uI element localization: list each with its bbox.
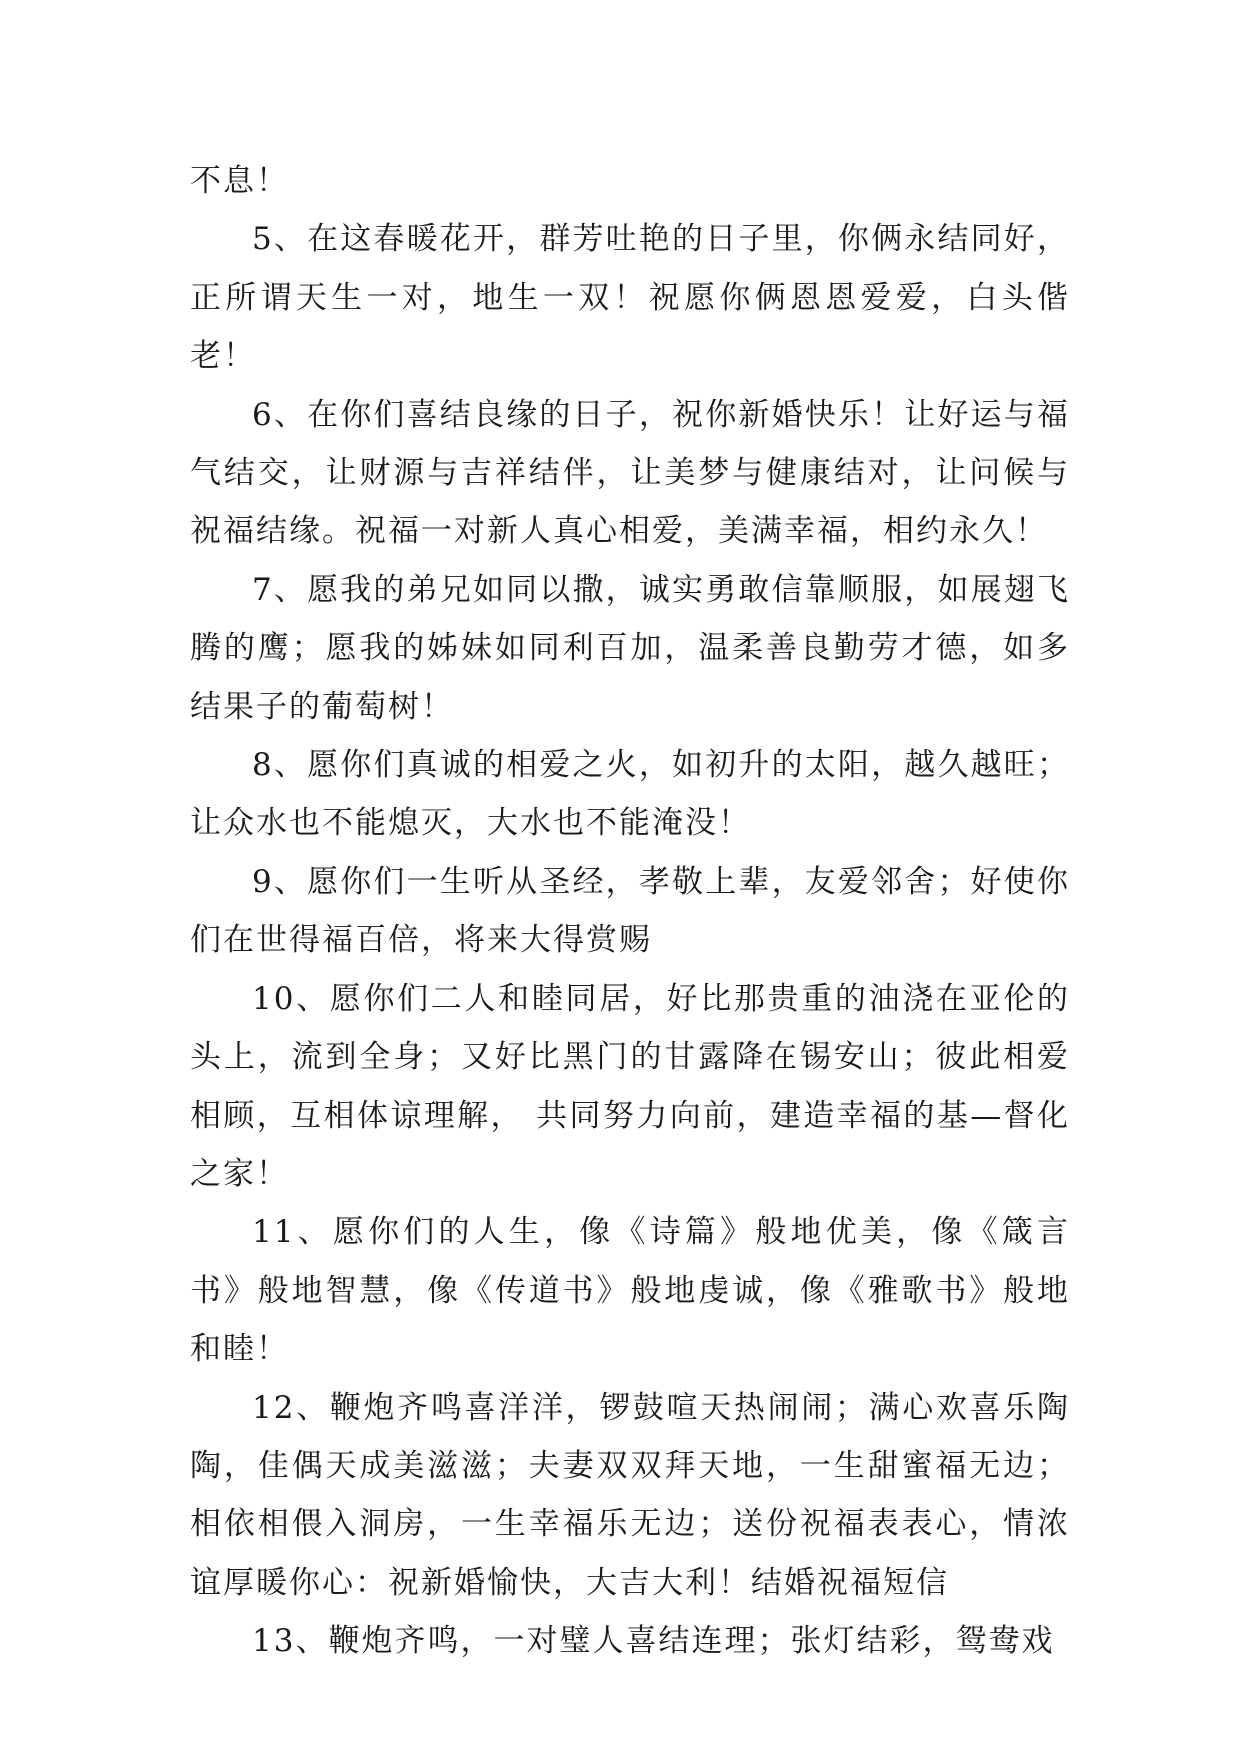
- paragraph-item-8: 8、愿你们真诚的相爱之火，如初升的太阳，越久越旺；让众水也不能熄灭，大水也不能淹没！: [190, 747, 1070, 842]
- paragraph-item-11: 11、愿你们的人生，像《诗篇》般地优美，像《箴言书》般地智慧，像《传道书》般地虔诚，像《雅歌书》般地和睦！: [190, 1214, 1070, 1368]
- paragraph-item-12: 12、鞭炮齐鸣喜洋洋，锣鼓喧天热闹闹；满心欢喜乐陶陶，佳偶天成美滋滋；夫妻双双拜天地，一生甜蜜福无边；相依相偎入洞房，一生幸福乐无边；送份祝福表表心，情浓谊厚暖你心：祝新婚愉快，大吉大利！结婚祝福短信: [190, 1389, 1070, 1601]
- paragraph-item-9: 9、愿你们一生听从圣经，孝敬上辈，友爱邻舍；好使你们在世得福百倍，将来大得赏赐: [190, 863, 1070, 959]
- paragraph-item-6: 6、在你们喜结良缘的日子，祝你新婚快乐！让好运与福气结交，让财源与吉祥结伴，让美梦与健康结对，让问候与祝福结缘。祝福一对新人真心相爱，美满幸福，相约永久！: [190, 396, 1070, 550]
- paragraph-item-5: 5、在这春暖花开，群芳吐艳的日子里，你俩永结同好，正所谓天生一对，地生一双！祝愿你俩恩恩爱爱，白头偕老！: [190, 221, 1070, 375]
- document-body: [190, 152, 1070, 1671]
- paragraph-item-7: 7、愿我的弟兄如同以撒，诚实勇敢信靠顺服，如展翅飞腾的鹰；愿我的姊妹如同利百加，温柔善良勤劳才德，如多结果子的葡萄树！: [190, 571, 1070, 725]
- paragraph-item-13: 13、鞭炮齐鸣，一对璧人喜结连理；张灯结彩，鸳鸯戏: [252, 1623, 1055, 1660]
- paragraph-item-10: 10、愿你们二人和睦同居，好比那贵重的油浇在亚伦的头上，流到全身；又好比黑门的甘露降在锡安山；彼此相爱相顾，互相体谅理解， 共同努力向前，建造幸福的基—督化之家！: [190, 980, 1070, 1192]
- paragraph-continuation: 不息！: [190, 163, 289, 199]
